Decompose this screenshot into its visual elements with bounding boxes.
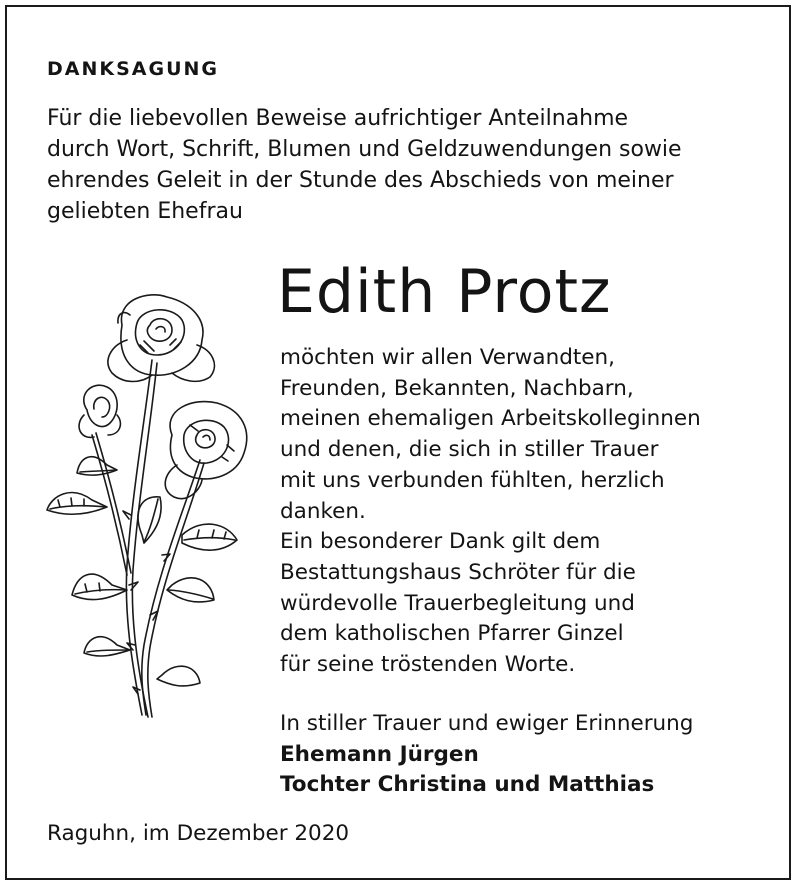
body-line: dem katholischen Pfarrer Ginzel — [280, 621, 624, 647]
body-line: würdevolle Trauerbegleitung und — [280, 590, 635, 616]
body-line: mit uns verbunden fühlten, herzlich — [280, 467, 665, 493]
heading: DANKSAGUNG — [47, 58, 220, 80]
body-line: Ein besonderer Dank gilt dem — [280, 529, 601, 555]
body-line: und denen, die sich in stiller Trauer — [280, 437, 659, 463]
intro-line: geliebten Ehefrau — [47, 199, 243, 224]
rose-illustration-icon — [32, 285, 262, 745]
intro-line: ehrendes Geleit in der Stunde des Abschieds von meiner — [47, 168, 674, 193]
intro-line: Für die liebevollen Beweise aufrichtiger Anteilnahme — [47, 106, 629, 131]
intro-text — [47, 103, 787, 227]
closing-block — [280, 709, 693, 801]
obituary-card — [5, 5, 791, 880]
intro-line: durch Wort, Schrift, Blumen und Geldzuwendungen sowie — [47, 137, 682, 162]
signatory: Tochter Christina und Matthias — [280, 772, 655, 797]
body-line: meinen ehemaligen Arbeitskolleginnen — [280, 406, 701, 432]
body-line: danken. — [280, 498, 366, 524]
body-text — [280, 343, 701, 681]
body-line: möchten wir allen Verwandten, — [280, 345, 615, 370]
body-line: Bestattungshaus Schröter für die — [280, 559, 636, 585]
body-line: für seine tröstenden Worte. — [280, 652, 576, 678]
closing-line: In stiller Trauer und ewiger Erinnerung — [280, 711, 694, 736]
signatory: Ehemann Jürgen — [280, 741, 479, 767]
deceased-name: Edith Protz — [277, 257, 612, 327]
body-line: Freunden, Bekannten, Nachbarn, — [280, 375, 634, 401]
place-date: Raguhn, im Dezember 2020 — [47, 821, 350, 846]
